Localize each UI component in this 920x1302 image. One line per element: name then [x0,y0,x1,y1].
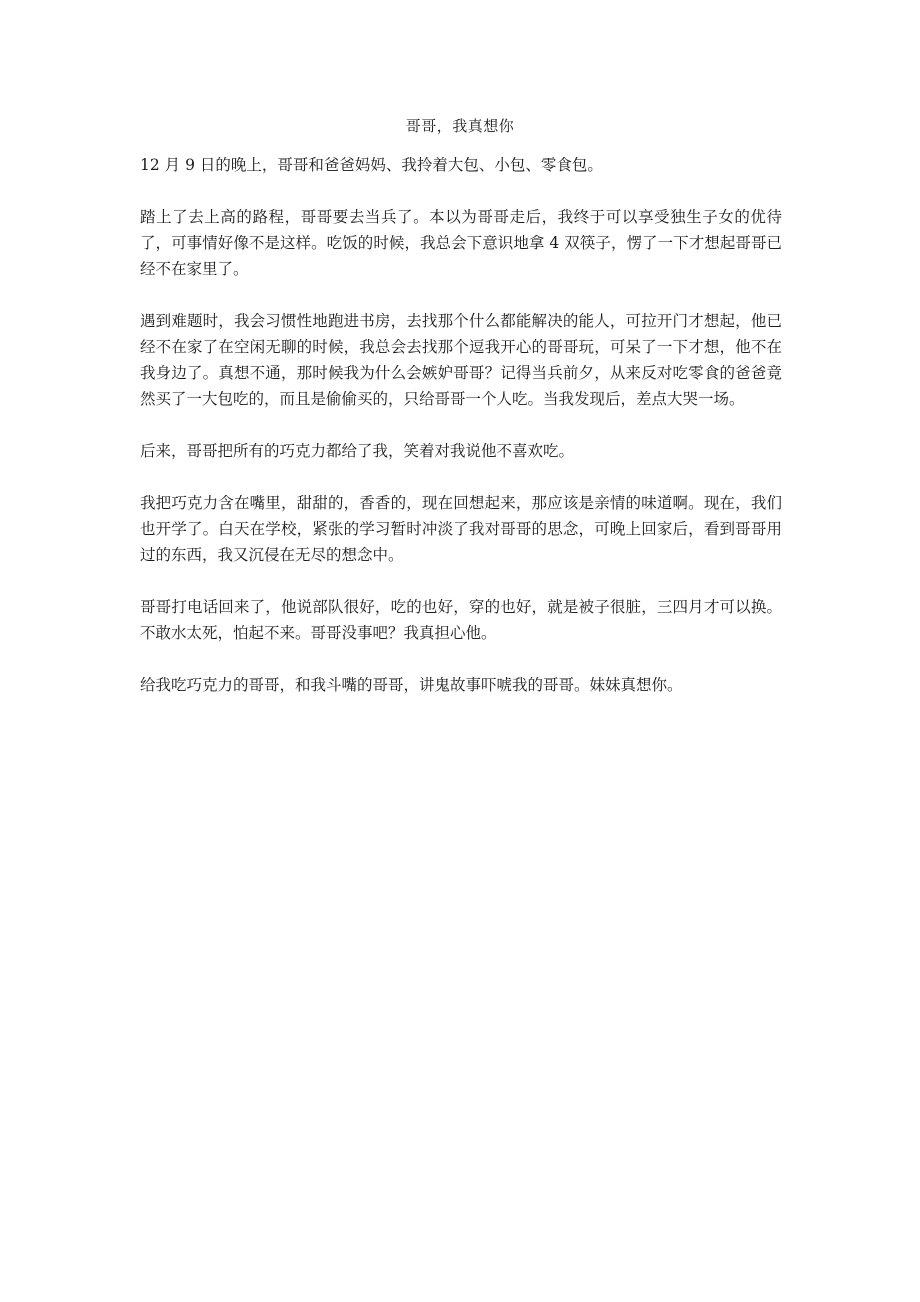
document-title: 哥哥，我真想你 [405,117,515,135]
paragraph: 后来，哥哥把所有的巧克力都给了我，笑着对我说他不喜欢吃。 [140,442,575,460]
paragraph: 哥哥打电话回来了，他说部队很好，吃的也好，穿的也好，就是被子很脏，三四月才可以换。不敢水太死，怕起不来。哥哥没事吧？我真担心他。 [140,598,782,642]
document-body [140,152,782,724]
paragraph: 12 月 9 日的晚上，哥哥和爸爸妈妈、我拎着大包、小包、零食包。 [140,156,603,174]
paragraph: 给我吃巧克力的哥哥，和我斗嘴的哥哥，讲鬼故事吓唬我的哥哥。妹妹真想你。 [140,676,683,694]
paragraph: 我把巧克力含在嘴里，甜甜的，香香的，现在回想起来，那应该是亲情的味道啊。现在，我们也开学了。白天在学校，紧张的学习暂时冲淡了我对哥哥的思念，可晚上回家后，看到哥哥用过的东西，我又沉侵在无尽的想念中。 [140,494,782,564]
paragraph: 踏上了去上高的路程，哥哥要去当兵了。本以为哥哥走后，我终于可以享受独生子女的优待了，可事情好像不是这样。吃饭的时候，我总会下意识地拿 4 双筷子，愣了一下才想起哥哥已经不在家里了。 [140,208,782,278]
paragraph: 遇到难题时，我会习惯性地跑进书房，去找那个什么都能解决的能人，可拉开门才想起，他已经不在家了在空闲无聊的时候，我总会去找那个逗我开心的哥哥玩，可呆了一下才想，他不在我身边了。真想不通，那时候我为什么会嫉妒哥哥？记得当兵前夕，从来反对吃零食的爸爸竟然买了一大包吃的，而且是偷偷买的，只给哥哥一个人吃。当我发现后，差点大哭一场。 [140,312,782,408]
